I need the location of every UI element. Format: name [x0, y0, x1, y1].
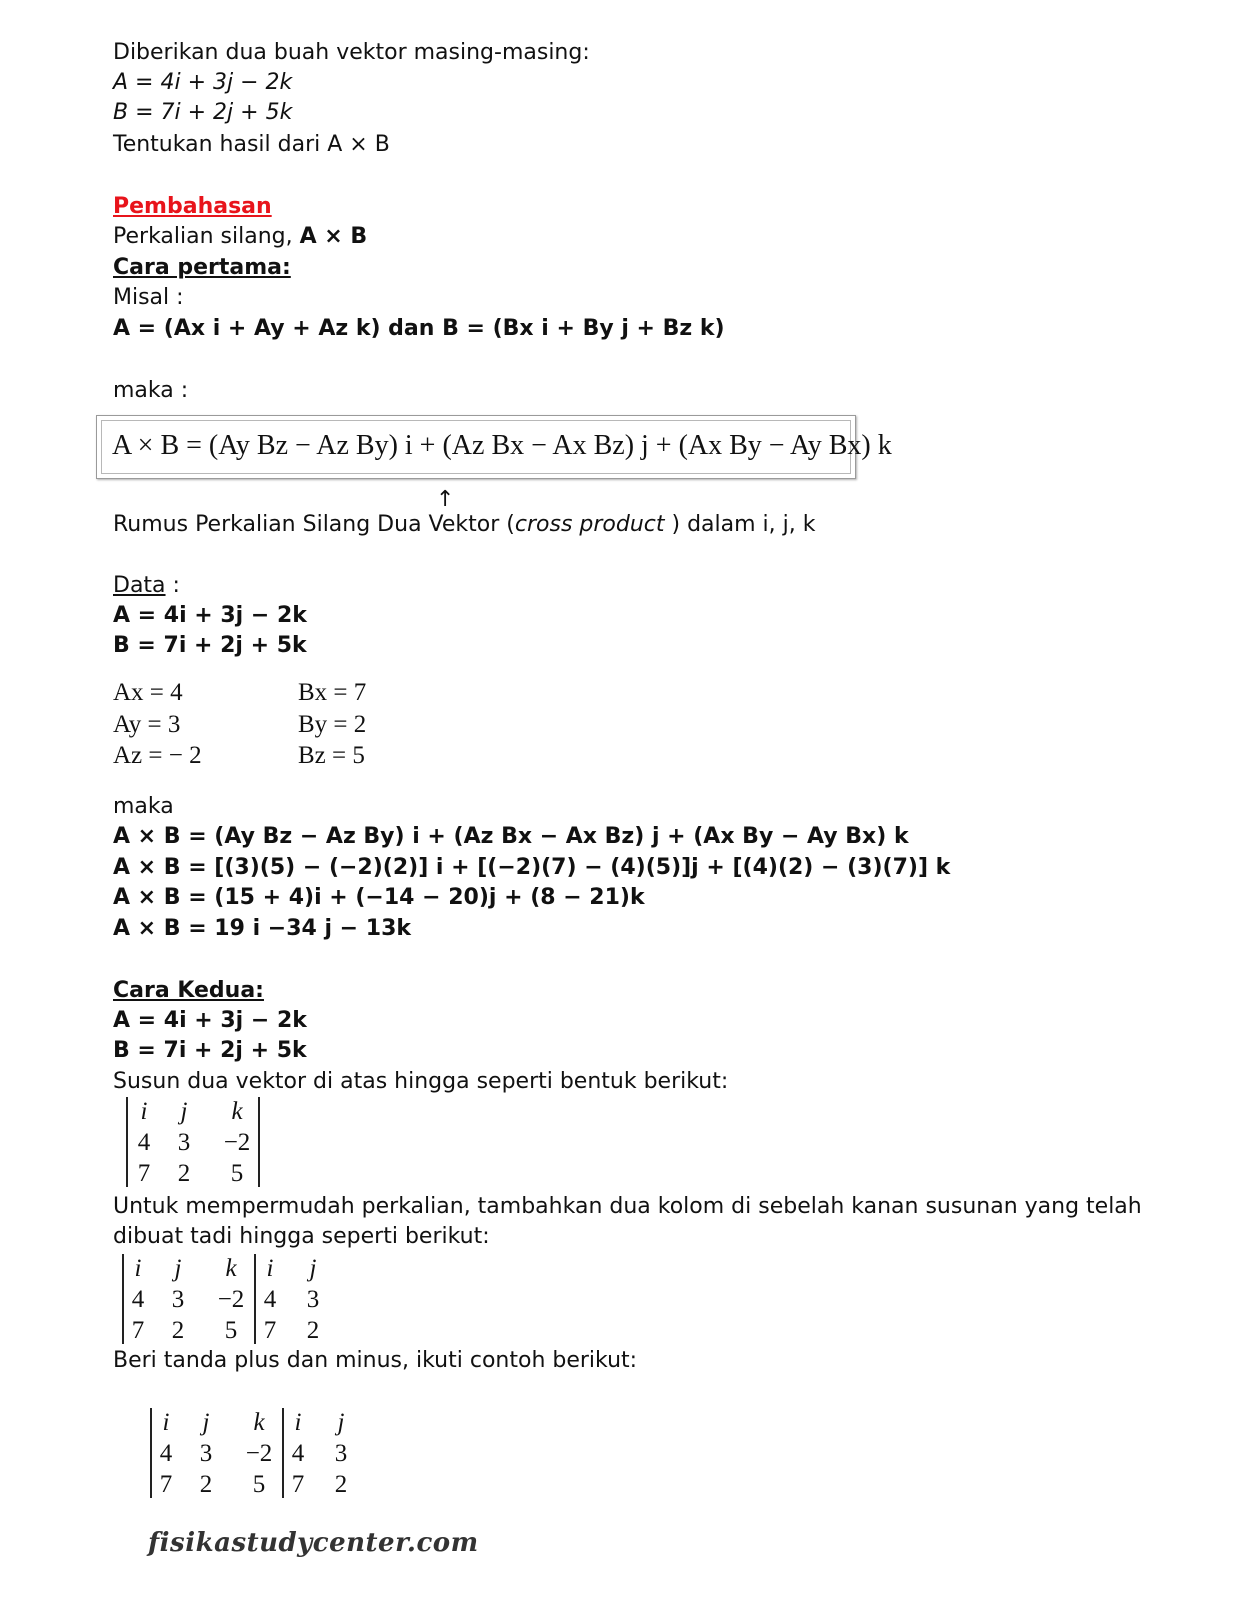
matrix-cell: i	[162, 1409, 170, 1436]
matrix-cell: i	[134, 1255, 142, 1282]
matrix-cell: j	[180, 1098, 188, 1125]
component-ay: Ay = 3	[113, 711, 181, 738]
matrix-cell: k	[225, 1255, 237, 1282]
matrix-cell: j	[309, 1255, 317, 1282]
add-columns-text-1: Untuk mempermudah perkalian, tambahkan dua kolom di sebelah kanan susunan yang telah	[113, 1194, 1142, 1219]
matrix-cell: 3	[177, 1129, 191, 1156]
matrix-cell: 7	[291, 1471, 305, 1498]
arrange-text: Susun dua vektor di atas hingga seperti bentuk berikut:	[113, 1069, 729, 1094]
matrix-cell: 3	[306, 1286, 320, 1313]
maka-label: maka :	[113, 378, 189, 403]
subtitle	[113, 222, 367, 252]
matrix-bar-right	[258, 1097, 260, 1187]
method1-title: Cara pertama:	[113, 255, 291, 280]
matrix-cell: 4	[131, 1286, 145, 1313]
matrix-cell: j	[337, 1409, 345, 1436]
subtitle-bold: A × B	[299, 224, 368, 249]
matrix-cell: 5	[230, 1160, 244, 1187]
caption-pre: Rumus Perkalian Silang Dua Vektor (	[113, 512, 515, 537]
matrix-cell: 3	[199, 1440, 213, 1467]
component-bx: Bx = 7	[298, 679, 367, 706]
step-4-result: A × B = 19 i −34 j − 13k	[113, 916, 412, 941]
matrix-cell: k	[253, 1409, 265, 1436]
matrix-cell: k	[231, 1098, 243, 1125]
component-bz: Bz = 5	[298, 742, 365, 769]
step-1: A × B = (Ay Bz − Az By) i + (Az Bx − Ax Bz) j + (Ax By − Ay Bx) k	[113, 824, 909, 849]
maka-label-2: maka	[113, 794, 174, 819]
vector-b: B = 7i + 2j + 5k	[113, 100, 293, 125]
matrix-cell: 4	[263, 1286, 277, 1313]
task-text: Tentukan hasil dari A × B	[113, 132, 390, 157]
matrix-cell: i	[294, 1409, 302, 1436]
matrix-cell: 2	[177, 1160, 191, 1187]
matrix-cell: j	[174, 1255, 182, 1282]
matrix-cell: 2	[306, 1317, 320, 1344]
watermark-logo: fisikastudycenter.com	[148, 1528, 479, 1558]
up-arrow-icon: ↑	[436, 487, 455, 512]
cross-product-formula: A × B = (Ay Bz − Az By) i + (Az Bx − Ax Bz) j + (Ax By − Ay Bx) k	[112, 430, 892, 461]
matrix-cell: i	[266, 1255, 274, 1282]
method2-title: Cara Kedua:	[113, 978, 264, 1003]
sign-instruction-text: Beri tanda plus dan minus, ikuti contoh berikut:	[113, 1348, 638, 1373]
matrix-cell: 4	[291, 1440, 305, 1467]
step-3: A × B = (15 + 4)i + (−14 − 20)j + (8 − 21)k	[113, 885, 645, 910]
determinant-matrix	[122, 1097, 272, 1187]
matrix-cell: i	[140, 1098, 148, 1125]
caption-italic: cross product	[514, 512, 665, 537]
extended-matrix	[118, 1254, 338, 1344]
caption-post: ) dalam i, j, k	[664, 512, 816, 537]
matrix-cell: 7	[159, 1471, 173, 1498]
method2-vector-b: B = 7i + 2j + 5k	[113, 1038, 307, 1063]
matrix-cell: 3	[334, 1440, 348, 1467]
matrix-cell: 3	[171, 1286, 185, 1313]
matrix-cell: 7	[263, 1317, 277, 1344]
data-vector-b: B = 7i + 2j + 5k	[113, 633, 307, 658]
component-az: Az = − 2	[113, 742, 202, 769]
matrix-cell: −2	[217, 1286, 245, 1313]
sign-example-matrix	[146, 1408, 366, 1498]
misal-definition: A = (Ax i + Ay + Az k) dan B = (Bx i + By j + Bz k)	[113, 316, 725, 341]
matrix-cell: 2	[199, 1471, 213, 1498]
data-vector-a: A = 4i + 3j − 2k	[113, 603, 307, 628]
step-2: A × B = [(3)(5) − (−2)(2)] i + [(−2)(7) − (4)(5)]j + [(4)(2) − (3)(7)] k	[113, 855, 951, 880]
matrix-cell: 5	[224, 1317, 238, 1344]
misal-label: Misal :	[113, 285, 184, 310]
matrix-cell: 7	[131, 1317, 145, 1344]
data-label: Data	[113, 573, 166, 598]
matrix-cell: 4	[137, 1129, 151, 1156]
cross-product-formula-box	[96, 415, 892, 479]
data-colon: :	[165, 573, 180, 598]
data-label-line	[113, 571, 180, 601]
matrix-cell: j	[202, 1409, 210, 1436]
formula-caption	[113, 510, 815, 540]
add-columns-text-2: dibuat tadi hingga seperti berikut:	[113, 1224, 490, 1249]
method2-vector-a: A = 4i + 3j − 2k	[113, 1008, 307, 1033]
solution-heading: Pembahasan	[113, 194, 272, 219]
matrix-cell: −2	[245, 1440, 273, 1467]
matrix-cell: −2	[223, 1129, 251, 1156]
subtitle-text: Perkalian silang,	[113, 224, 293, 249]
vector-a: A = 4i + 3j − 2k	[113, 70, 293, 95]
intro-text: Diberikan dua buah vektor masing-masing:	[113, 40, 590, 65]
component-by: By = 2	[298, 711, 367, 738]
matrix-cell: 2	[171, 1317, 185, 1344]
matrix-cell: 5	[252, 1471, 266, 1498]
matrix-cell: 2	[334, 1471, 348, 1498]
matrix-cell: 4	[159, 1440, 173, 1467]
component-ax: Ax = 4	[113, 679, 183, 706]
matrix-cell: 7	[137, 1160, 151, 1187]
